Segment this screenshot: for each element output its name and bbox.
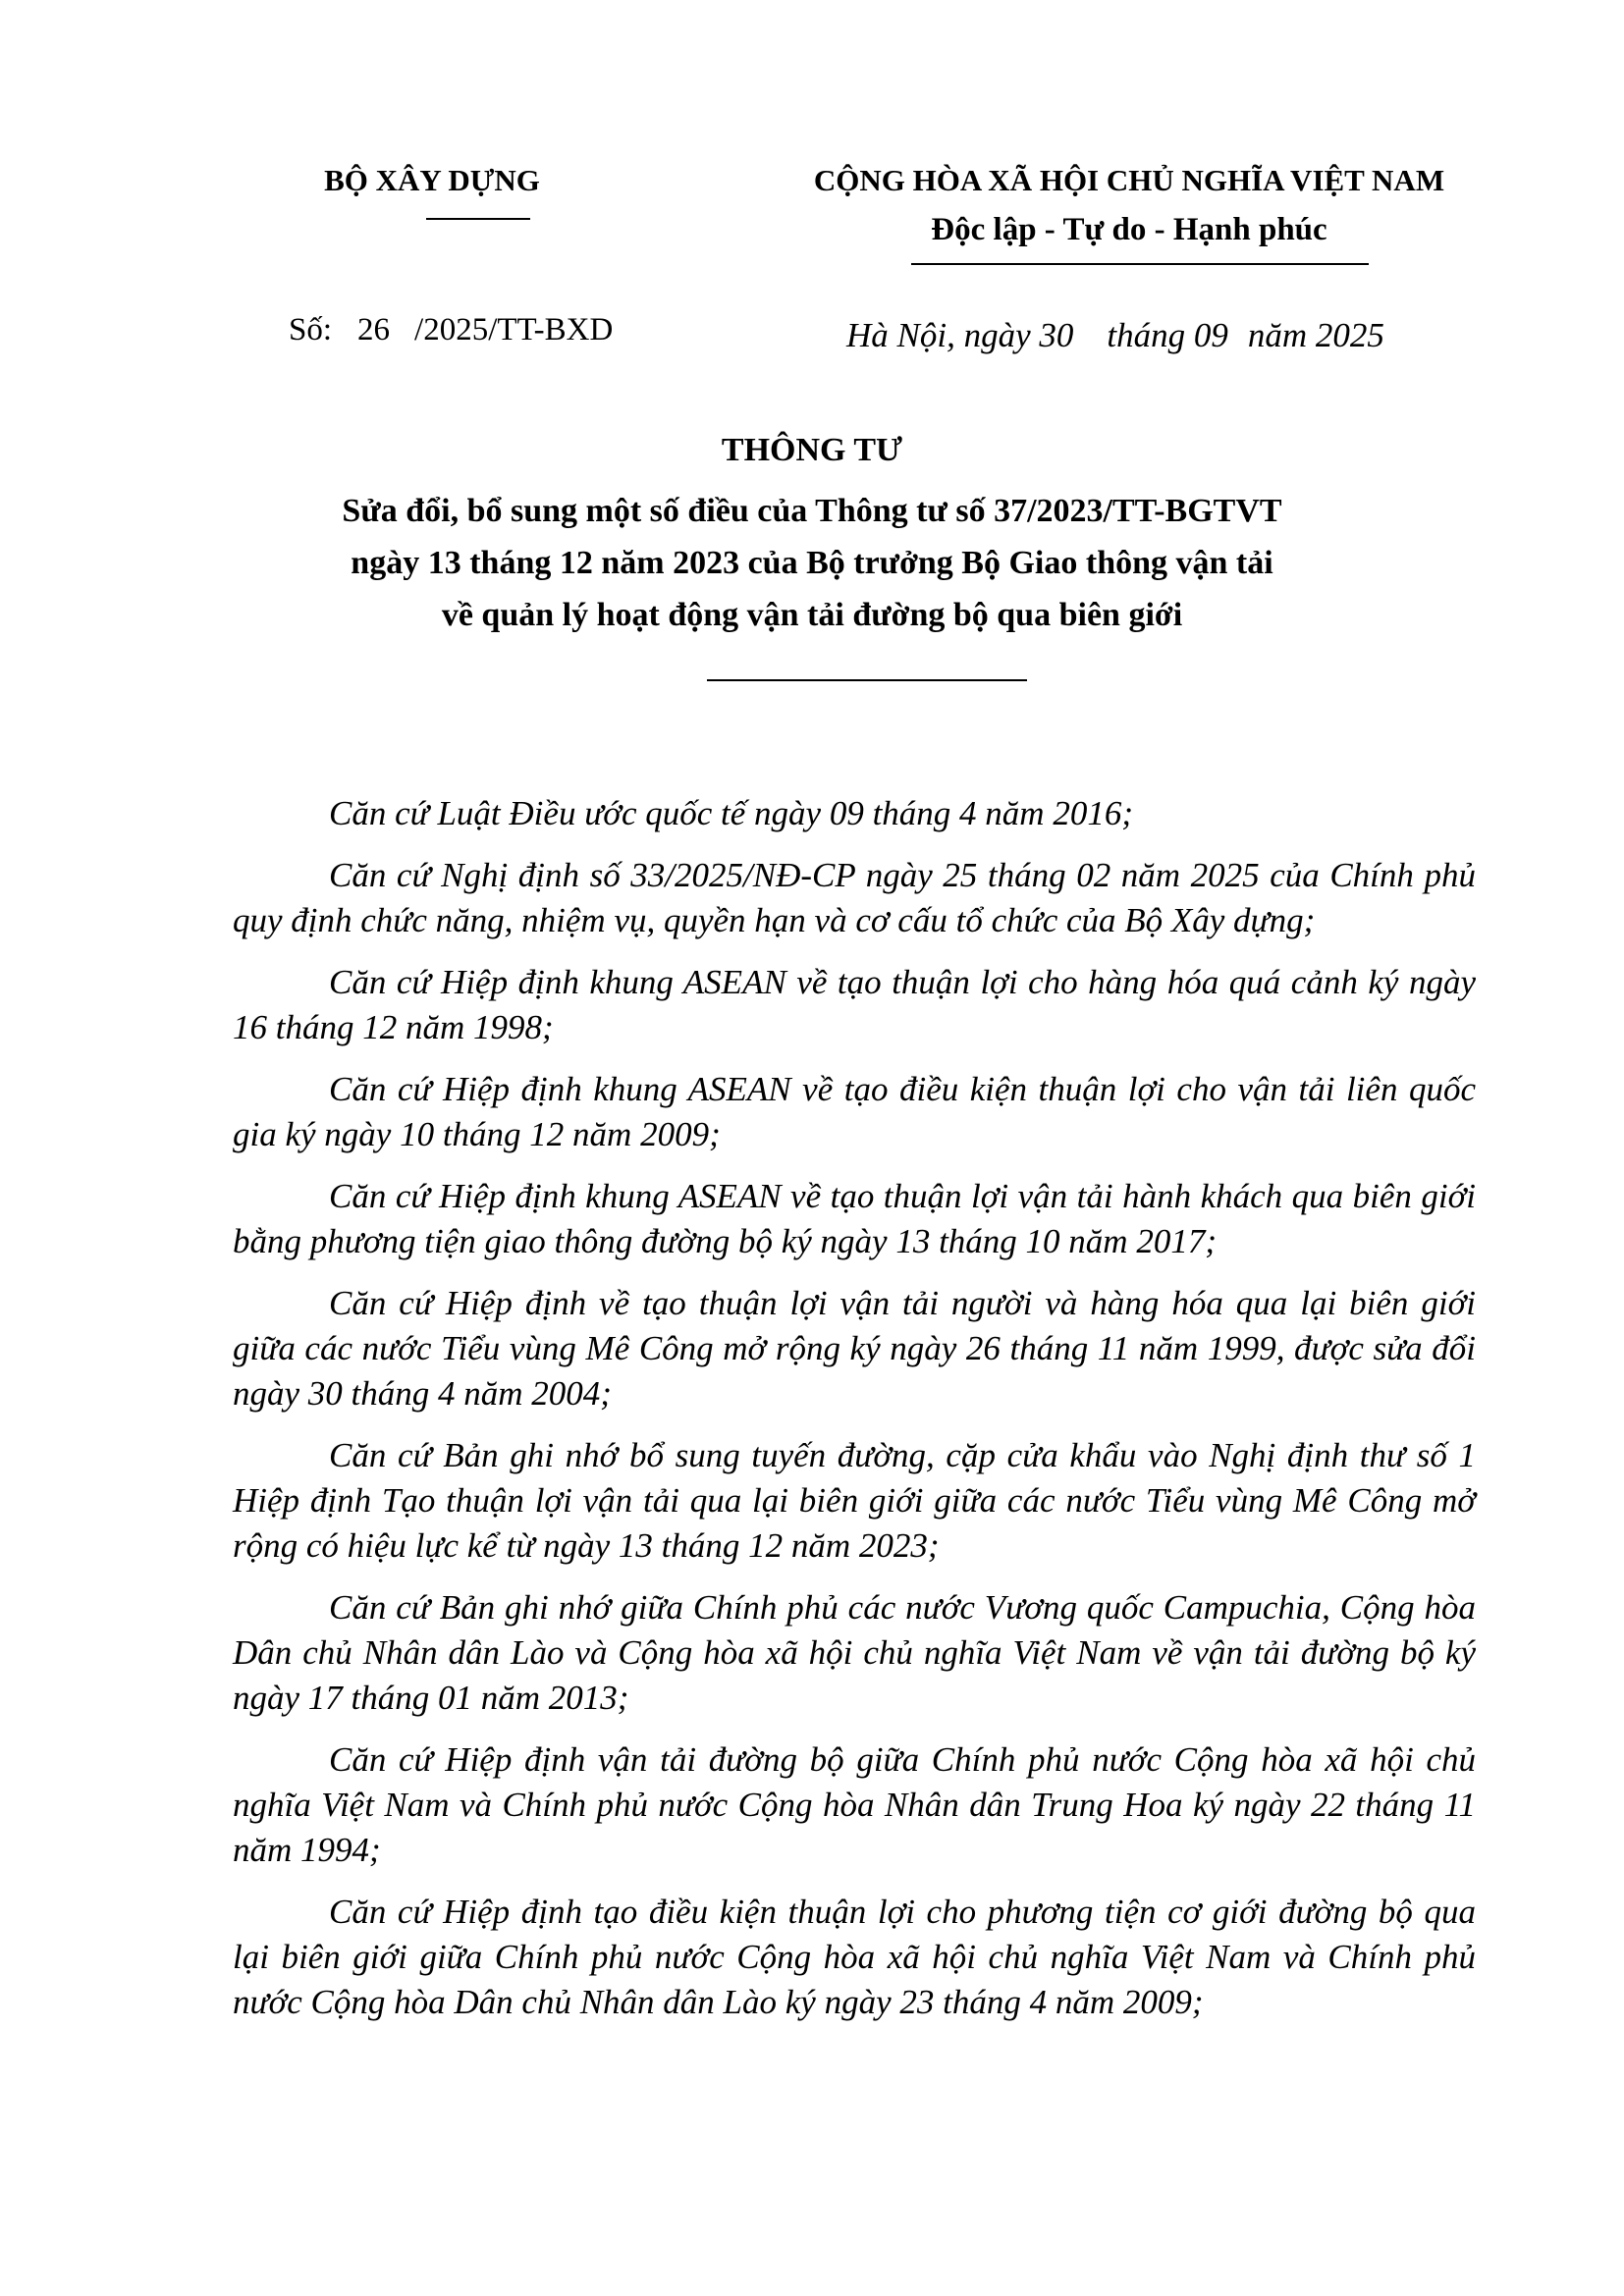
subject-line: Sửa đổi, bổ sung một số điều của Thông tư số 37/2023/TT-BGTVT: [342, 493, 1282, 529]
legal-basis-item: Căn cứ Hiệp định vận tải đường bộ giữa Chính phủ nước Cộng hòa xã hội chủ nghĩa Việt Nam và Chính phủ nước Cộng hòa Nhân dân Trung Hoa ký ngày 22 tháng 11 năm 1994;: [233, 1740, 1476, 1869]
document-subject: [236, 485, 1388, 641]
date-month-label: tháng: [1107, 316, 1186, 354]
number-label: Số:: [289, 312, 333, 347]
legal-basis-item: Căn cứ Bản ghi nhớ giữa Chính phủ các nước Vương quốc Campuchia, Cộng hòa Dân chủ Nhân dân Lào và Cộng hòa xã hội chủ nghĩa Việt Nam về vận tải đường bộ ký ngày 17 tháng 01 năm 2013;: [233, 1588, 1476, 1717]
national-motto: Độc lập - Tự do - Hạnh phúc: [931, 212, 1327, 247]
legal-basis-item: Căn cứ Hiệp định khung ASEAN về tạo điều kiện thuận lợi cho vận tải liên quốc gia ký ngày 10 tháng 12 năm 2009;: [233, 1070, 1476, 1153]
subject-underline: [707, 679, 1027, 681]
document-number: [289, 312, 613, 348]
ministry-underline: [426, 218, 530, 220]
legal-basis-item: Căn cứ Hiệp định khung ASEAN về tạo thuận lợi cho hàng hóa quá cảnh ký ngày 16 tháng 12 năm 1998;: [233, 963, 1476, 1046]
date-month: 09: [1193, 316, 1228, 354]
number-suffix: /2025/TT-BXD: [414, 312, 614, 347]
place-and-date: [846, 316, 1553, 355]
legal-basis-item: Căn cứ Bản ghi nhớ bổ sung tuyến đường, cặp cửa khẩu vào Nghị định thư số 1 Hiệp định Tạo thuận lợi vận tải qua lại biên giới giữa các nước Tiểu vùng Mê Công mở rộng có hiệu lực kể từ ngày 13 tháng 12 năm 2023;: [233, 1436, 1476, 1565]
date-year: 2025: [1315, 316, 1384, 354]
subject-line: về quản lý hoạt động vận tải đường bộ qua biên giới: [441, 597, 1183, 633]
legal-basis-item: Căn cứ Hiệp định tạo điều kiện thuận lợi cho phương tiện cơ giới đường bộ qua lại biên giới giữa Chính phủ nước Cộng hòa xã hội chủ nghĩa Việt Nam và Chính phủ nước Cộng hòa Dân chủ Nhân dân Lào ký ngày 23 tháng 4 năm 2009;: [233, 1893, 1476, 2021]
motto-underline: [911, 263, 1369, 265]
legal-basis-item: Căn cứ Luật Điều ước quốc tế ngày 09 tháng 4 năm 2016;: [329, 794, 1133, 832]
date-year-label: năm: [1247, 316, 1308, 354]
legal-basis-item: Căn cứ Hiệp định về tạo thuận lợi vận tải người và hàng hóa qua lại biên giới giữa các nước Tiểu vùng Mê Công mở rộng ký ngày 26 tháng 11 năm 1999, được sửa đổi ngày 30 tháng 4 năm 2004;: [233, 1284, 1476, 1413]
number-value: 26: [357, 312, 391, 347]
document-type-title: THÔNG TƯ: [721, 432, 903, 468]
place-day-label: Hà Nội, ngày: [846, 316, 1031, 354]
issuing-ministry: BỘ XÂY DỰNG: [324, 163, 540, 197]
subject-line: ngày 13 tháng 12 năm 2023 của Bộ trưởng Bộ Giao thông vận tải: [351, 545, 1273, 581]
date-day: 30: [1039, 316, 1074, 354]
country-name: CỘNG HÒA XÃ HỘI CHỦ NGHĨA VIỆT NAM: [813, 163, 1445, 197]
legal-basis-preamble: [233, 791, 1476, 2042]
legal-basis-item: Căn cứ Hiệp định khung ASEAN về tạo thuận lợi vận tải hành khách qua biên giới bằng phương tiện giao thông đường bộ ký ngày 13 tháng 10 năm 2017;: [233, 1177, 1476, 1260]
legal-basis-item: Căn cứ Nghị định số 33/2025/NĐ-CP ngày 25 tháng 02 năm 2025 của Chính phủ quy định chức năng, nhiệm vụ, quyền hạn và cơ cấu tổ chức của Bộ Xây dựng;: [233, 856, 1476, 939]
